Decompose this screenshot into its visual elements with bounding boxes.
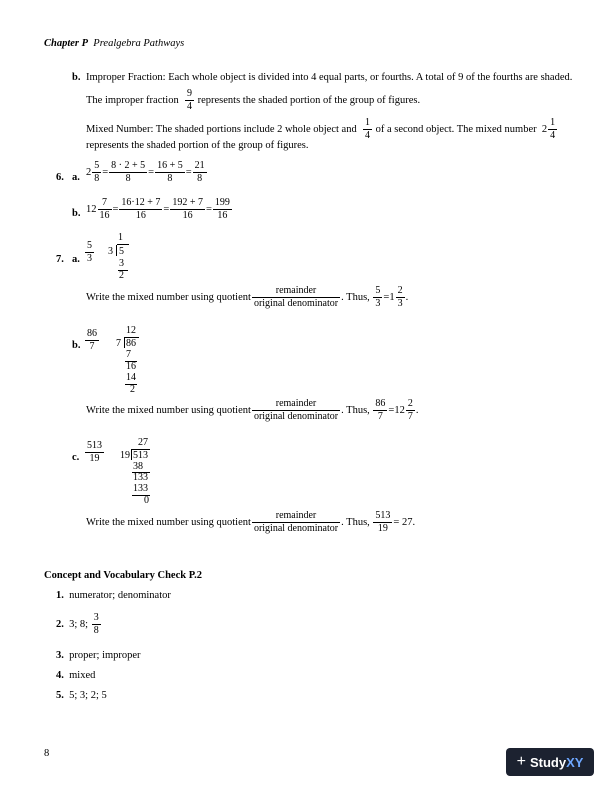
division-step: 133 xyxy=(133,483,148,494)
text-line: represents the shaded portion of the group of figures. xyxy=(86,140,309,151)
item-number: 4. xyxy=(56,670,64,681)
item-text: mixed xyxy=(69,670,96,681)
chapter-label: Chapter P xyxy=(44,38,89,49)
item-label: b. xyxy=(72,72,81,83)
equation: 2 $\frac{5}{8}$ = $\frac{8 \cdot 2 + 5}{8}$ = $\frac{16 + 5}{8}$ = $\frac{21}{8}$ xyxy=(86,160,205,184)
denominator: 7 xyxy=(89,341,95,352)
chapter-title: Prealgebra Pathways xyxy=(93,38,185,49)
numerator: 199 xyxy=(214,197,230,208)
list-item xyxy=(56,612,102,637)
denominator: 16 xyxy=(135,210,146,221)
division-step: 0 xyxy=(144,495,149,506)
text: Write the mixed number using xyxy=(86,292,214,303)
numerator: 86 xyxy=(87,328,97,339)
text: represents the shaded portion of the group of figures. xyxy=(197,95,421,106)
dividend: 5 xyxy=(119,246,124,257)
long-division xyxy=(116,325,156,395)
fraction xyxy=(406,398,415,423)
fraction xyxy=(98,197,112,222)
text: . Thus, xyxy=(341,517,370,528)
mixed-number-rule: Write the mixed number using quotient $\frac{\text{remainder}}{\text{original denominator}}$ . Thus, $\frac{5}{3}$ = 1 $\frac{2}{3}$ . xyxy=(86,285,409,309)
fraction xyxy=(185,88,194,113)
fraction xyxy=(119,197,162,222)
text: quotient xyxy=(216,405,251,416)
numerator: 8 · 2 + 5 xyxy=(111,160,146,171)
item-label: b. xyxy=(72,340,81,351)
text: . Thus, xyxy=(341,292,370,303)
fraction xyxy=(252,285,340,310)
page-header xyxy=(44,38,184,49)
text: quotient xyxy=(216,517,251,528)
mixed-number-rule: Write the mixed number using quotient $\frac{\text{remainder}}{\text{original denominator}}$ . Thus, $\frac{513}{19}$ = 27. xyxy=(86,510,416,534)
numerator: 513 xyxy=(375,510,391,521)
denominator: 16 xyxy=(217,210,228,221)
list-item xyxy=(56,650,141,661)
problem-fraction xyxy=(84,440,105,465)
list-item xyxy=(56,590,171,601)
text: . Thus, xyxy=(341,405,370,416)
fraction xyxy=(109,160,147,185)
whole: 2 xyxy=(541,124,548,135)
numerator: 1 xyxy=(550,117,556,128)
numerator: 5 xyxy=(375,285,381,296)
whole: 12 xyxy=(86,204,97,215)
equation: 12 $\frac{7}{16}$ = $\frac{16\cdot 12 + 7}{16}$ = $\frac{192 + 7}{16}$ = $\frac{199}{16}$ xyxy=(86,197,230,221)
text: Write the mixed number using xyxy=(86,405,214,416)
problem-fraction xyxy=(84,328,100,353)
quotient: 12 xyxy=(126,325,136,336)
list-item xyxy=(56,690,107,701)
quotient: 1 xyxy=(118,232,123,243)
fraction xyxy=(170,197,205,222)
denominator: 3 xyxy=(375,298,381,309)
result: 27. xyxy=(401,517,416,528)
text-line xyxy=(86,117,558,142)
dividend: 86 xyxy=(126,338,136,349)
denominator: 3 xyxy=(87,253,92,264)
numerator: 2 xyxy=(407,398,413,409)
denominator: 7 xyxy=(407,411,413,422)
fraction xyxy=(193,160,207,185)
item-label: c. xyxy=(72,452,80,463)
item-number: 2. xyxy=(56,619,64,630)
fraction xyxy=(155,160,185,185)
item-text: 5; 3; 2; 5 xyxy=(69,690,107,701)
division-step: 38 xyxy=(133,461,143,472)
text: Write the mixed number using xyxy=(86,517,214,528)
divisor: 19 xyxy=(120,450,130,461)
denominator: 4 xyxy=(186,101,192,112)
numerator: 16·12 + 7 xyxy=(121,197,161,208)
division-step: 2 xyxy=(119,270,124,281)
long-division xyxy=(108,232,148,282)
denominator: 8 xyxy=(94,173,100,184)
denominator: original denominator xyxy=(253,523,339,534)
fraction xyxy=(396,285,405,310)
fraction xyxy=(92,612,101,637)
logo-text-accent: XY xyxy=(566,754,584,770)
whole: 2 xyxy=(86,167,92,178)
plus-icon: + xyxy=(516,753,526,770)
numerator: remainder xyxy=(252,510,340,523)
fraction xyxy=(373,398,387,423)
fraction xyxy=(92,160,101,185)
numerator: 2 xyxy=(397,285,403,296)
text: of a second object. The mixed number xyxy=(375,124,537,135)
fraction xyxy=(548,117,557,142)
fraction xyxy=(373,285,382,310)
item-number: 5. xyxy=(56,690,64,701)
division-step: 133 xyxy=(133,472,148,483)
long-division xyxy=(120,437,160,507)
numerator: remainder xyxy=(252,398,340,411)
whole: 1 xyxy=(389,292,395,303)
logo-text: Study xyxy=(529,754,567,770)
division-step: 3 xyxy=(119,258,124,269)
denominator: 4 xyxy=(364,130,370,141)
item-text: 3; 8; xyxy=(69,619,89,630)
item-label: b. xyxy=(72,208,81,219)
text-line: Improper Fraction: Each whole object is divided into 4 equal parts, or fourths. A total of 9 of the fourths are shaded. xyxy=(86,72,573,83)
numerator: 3 xyxy=(93,612,99,623)
numerator: 513 xyxy=(87,440,102,451)
item-text: numerator; denominator xyxy=(69,590,171,601)
fraction xyxy=(252,510,340,535)
divisor: 3 xyxy=(108,246,113,257)
denominator: 3 xyxy=(397,298,403,309)
dividend: 513 xyxy=(133,450,148,461)
item-label: a. xyxy=(72,254,80,265)
denominator: 16 xyxy=(99,210,110,221)
denominator: 16 xyxy=(182,210,193,221)
denominator: 19 xyxy=(89,453,100,464)
division-step: 14 xyxy=(126,372,136,383)
numerator: 1 xyxy=(364,117,370,128)
denominator: 8 xyxy=(197,173,203,184)
problem-fraction xyxy=(84,240,95,265)
denominator: original denominator xyxy=(253,411,339,422)
denominator: 8 xyxy=(125,173,131,184)
numerator: 192 + 7 xyxy=(172,197,203,208)
problem-number: 7. xyxy=(56,254,64,265)
item-label: a. xyxy=(72,172,80,183)
text: The improper fraction xyxy=(86,95,179,106)
denominator: original denominator xyxy=(253,298,339,309)
denominator: 8 xyxy=(93,625,99,636)
denominator: 7 xyxy=(377,411,383,422)
denominator: 19 xyxy=(377,523,388,534)
text-line xyxy=(86,88,420,113)
division-step: 16 xyxy=(126,361,136,372)
fraction xyxy=(252,398,340,423)
text: Mixed Number: The shaded portions include 2 whole object and xyxy=(86,124,357,135)
numerator: 9 xyxy=(186,88,192,99)
text: quotient xyxy=(216,292,251,303)
section-title: Concept and Vocabulary Check P.2 xyxy=(44,570,203,581)
numerator: 86 xyxy=(375,398,386,409)
numerator: 21 xyxy=(194,160,205,171)
problem-number: 6. xyxy=(56,172,64,183)
fraction xyxy=(213,197,232,222)
numerator: 5 xyxy=(87,240,92,251)
quotient: 27 xyxy=(138,437,148,448)
numerator: 5 xyxy=(94,160,100,171)
mixed-number-rule: Write the mixed number using quotient $\frac{\text{remainder}}{\text{original denominator}}$ . Thus, $\frac{86}{7}$ = 12 $\frac{2}{7}$ . xyxy=(86,398,419,422)
numerator: 7 xyxy=(98,197,112,210)
division-step: 2 xyxy=(130,384,135,395)
item-text: proper; improper xyxy=(69,650,141,661)
numerator: remainder xyxy=(252,285,340,298)
page-number: 8 xyxy=(44,748,50,759)
fraction xyxy=(363,117,372,142)
divisor: 7 xyxy=(116,338,121,349)
item-number: 3. xyxy=(56,650,64,661)
list-item xyxy=(56,670,95,681)
item-number: 1. xyxy=(56,590,64,601)
studyxy-logo[interactable] xyxy=(506,748,594,776)
denominator: 4 xyxy=(550,130,556,141)
division-step: 7 xyxy=(126,349,131,360)
numerator: 16 + 5 xyxy=(157,160,183,171)
denominator: 8 xyxy=(167,173,173,184)
fraction xyxy=(373,510,392,535)
whole: 12 xyxy=(394,405,405,416)
